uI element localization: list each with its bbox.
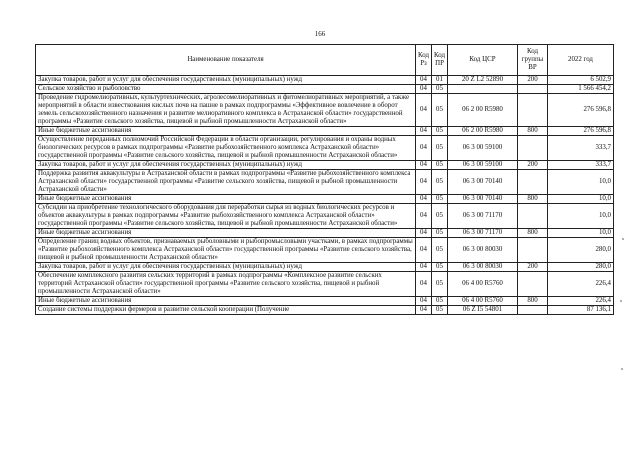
cell-amount: 226,4 xyxy=(548,297,614,306)
cell-kod-rz: 04 xyxy=(416,204,432,229)
cell-kod-csr: 06 3 00 59100 xyxy=(448,136,518,161)
cell-kod-rz: 04 xyxy=(416,136,432,161)
cell-name: Определение границ водных объектов, признаваемых рыболовными и рыбопромысловыми участками, в рамках подпрограммы «Развитие рыбохозяйственного комплекса Астраханской области» государственной программы «Развитие сельского хозяйства, пищевой и рыбной промышленности Астраханской области» xyxy=(36,238,416,263)
cell-kod-vr xyxy=(518,306,548,315)
table-body xyxy=(36,76,614,315)
cell-amount: 333,7 xyxy=(548,136,614,161)
cell-kod-rz: 04 xyxy=(416,263,432,272)
cell-kod-rz: 04 xyxy=(416,297,432,306)
cell-kod-csr: 06 3 00 71170 xyxy=(448,229,518,238)
cell-kod-vr xyxy=(518,238,548,263)
cell-amount: 226,4 xyxy=(548,272,614,297)
table-row xyxy=(36,85,614,94)
cell-kod-rz: 04 xyxy=(416,306,432,315)
cell-kod-vr: 800 xyxy=(518,195,548,204)
cell-kod-pr: 05 xyxy=(432,229,448,238)
cell-kod-csr: 06 Z I5 54801 xyxy=(448,306,518,315)
cell-kod-rz: 04 xyxy=(416,170,432,195)
cell-kod-pr: 05 xyxy=(432,238,448,263)
scan-speck xyxy=(621,368,623,370)
cell-kod-csr: 06 3 00 71170 xyxy=(448,204,518,229)
cell-kod-csr: 06 3 00 80030 xyxy=(448,238,518,263)
table-row xyxy=(36,306,614,315)
cell-kod-rz: 04 xyxy=(416,127,432,136)
cell-kod-csr: 06 3 00 70140 xyxy=(448,170,518,195)
cell-amount: 10,0 xyxy=(548,195,614,204)
cell-kod-vr xyxy=(518,85,548,94)
cell-kod-csr: 06 3 00 59100 xyxy=(448,161,518,170)
cell-name: Проведение гидромелиоративных, культуртехнических, агролесомелиоративных и фитомелиоративных мероприятий, а также мероприятий в области известкования кислых почв на пашне в рамках подпрограммы «Эффективное вовлечение в оборот земель сельскохозяйственного назначения и развитие мелиоративного комплекса в Астраханской области» государственной программы «Развитие сельского хозяйства, пищевой и рыбной промышленности Астраханской области» xyxy=(36,94,416,127)
cell-amount: 276 596,8 xyxy=(548,94,614,127)
scan-speck xyxy=(620,300,622,302)
header-year: 2022 год xyxy=(548,45,614,76)
cell-kod-vr xyxy=(518,272,548,297)
cell-kod-vr: 800 xyxy=(518,297,548,306)
cell-kod-pr: 05 xyxy=(432,94,448,127)
cell-kod-rz: 04 xyxy=(416,94,432,127)
cell-amount: 1 566 454,2 xyxy=(548,85,614,94)
cell-kod-csr: 20 Z L2 52890 xyxy=(448,76,518,85)
table-row xyxy=(36,238,614,263)
cell-kod-vr: 200 xyxy=(518,161,548,170)
cell-name: Создание системы поддержки фермеров и развитие сельской кооперации (Получение xyxy=(36,306,416,315)
page-number: 166 xyxy=(314,30,326,38)
table-row xyxy=(36,272,614,297)
table-row xyxy=(36,229,614,238)
cell-name: Закупка товаров, работ и услуг для обеспечения государственных (муниципальных) нужд xyxy=(36,76,416,85)
cell-kod-csr: 06 4 00 R5760 xyxy=(448,272,518,297)
cell-kod-vr xyxy=(518,94,548,127)
budget-table xyxy=(35,44,614,315)
cell-kod-pr: 05 xyxy=(432,204,448,229)
cell-kod-pr: 05 xyxy=(432,195,448,204)
cell-kod-pr: 05 xyxy=(432,161,448,170)
cell-kod-pr: 01 xyxy=(432,76,448,85)
cell-kod-rz: 04 xyxy=(416,238,432,263)
cell-amount: 276 596,8 xyxy=(548,127,614,136)
cell-name: Субсидии на приобретение технологического оборудования для переработки сырья из водных биологических ресурсов и объектов аквакультуры в рамках подпрограммы «Развитие рыбохозяйственного комплекса Астраханской области» государственной программы «Развитие сельского хозяйства, пищевой и рыбной промышленности Астраханской области» xyxy=(36,204,416,229)
cell-kod-pr: 05 xyxy=(432,136,448,161)
cell-kod-pr: 05 xyxy=(432,170,448,195)
table-row xyxy=(36,263,614,272)
cell-amount: 10,0 xyxy=(548,170,614,195)
cell-amount: 10,0 xyxy=(548,204,614,229)
cell-name: Обеспечение комплексного развития сельских территорий в рамках подпрограммы «Комплексное развитие сельских территорий Астраханской области» государственной программы «Развитие сельского хозяйства, пищевой и рыбной промышленности Астраханской области» xyxy=(36,272,416,297)
cell-name: Сельское хозяйство и рыболовство xyxy=(36,85,416,94)
cell-kod-vr: 800 xyxy=(518,229,548,238)
table-header-row xyxy=(36,45,614,76)
table-row xyxy=(36,161,614,170)
cell-kod-vr: 200 xyxy=(518,263,548,272)
cell-amount: 333,7 xyxy=(548,161,614,170)
cell-amount: 280,0 xyxy=(548,263,614,272)
table-row xyxy=(36,297,614,306)
cell-name: Осуществление переданных полномочий Российской Федерации в области организации, регулирования и охраны водных биологических ресурсов в рамках подпрограммы «Развитие рыбохозяйственного комплекса Астраханской области» государственной программы «Развитие сельского хозяйства, пищевой и рыбной промышленности Астраханской области» xyxy=(36,136,416,161)
scan-speck xyxy=(622,238,624,240)
cell-name: Поддержка развития аквакультуры в Астраханской области в рамках подпрограммы «Развитие рыбохозяйственного комплекса Астраханской области» государственной программы «Развитие сельского хозяйства, пищевой и рыбной промышленности Астраханской области» xyxy=(36,170,416,195)
cell-kod-rz: 04 xyxy=(416,229,432,238)
cell-name: Иные бюджетные ассигнования xyxy=(36,297,416,306)
cell-amount: 10,0 xyxy=(548,229,614,238)
table-row xyxy=(36,136,614,161)
header-kod-pr: Код ПР xyxy=(432,45,448,76)
cell-kod-pr: 05 xyxy=(432,127,448,136)
cell-amount: 280,0 xyxy=(548,238,614,263)
cell-kod-pr: 05 xyxy=(432,272,448,297)
cell-kod-rz: 04 xyxy=(416,272,432,297)
cell-amount: 87 136,1 xyxy=(548,306,614,315)
cell-kod-csr: 06 2 00 R5980 xyxy=(448,94,518,127)
cell-kod-csr: 06 2 00 R5980 xyxy=(448,127,518,136)
cell-kod-vr xyxy=(518,136,548,161)
header-kod-csr: Код ЦСР xyxy=(448,45,518,76)
cell-name: Иные бюджетные ассигнования xyxy=(36,229,416,238)
header-name: Наименование показателя xyxy=(36,45,416,76)
cell-kod-csr: 06 3 00 80030 xyxy=(448,263,518,272)
header-kod-rz: Код Рз xyxy=(416,45,432,76)
cell-kod-rz: 04 xyxy=(416,85,432,94)
cell-kod-rz: 04 xyxy=(416,195,432,204)
cell-kod-vr: 200 xyxy=(518,76,548,85)
table-row xyxy=(36,76,614,85)
cell-name: Закупка товаров, работ и услуг для обеспечения государственных (муниципальных) нужд xyxy=(36,263,416,272)
table-row xyxy=(36,127,614,136)
table-row xyxy=(36,195,614,204)
cell-kod-vr: 800 xyxy=(518,127,548,136)
header-kod-vr: Код группы ВР xyxy=(518,45,548,76)
cell-kod-pr: 05 xyxy=(432,263,448,272)
cell-kod-rz: 04 xyxy=(416,76,432,85)
cell-kod-csr: 06 3 00 70140 xyxy=(448,195,518,204)
cell-kod-vr xyxy=(518,170,548,195)
cell-kod-pr: 05 xyxy=(432,306,448,315)
cell-name: Закупка товаров, работ и услуг для обеспечения государственных (муниципальных) нужд xyxy=(36,161,416,170)
cell-amount: 6 502,9 xyxy=(548,76,614,85)
cell-kod-vr xyxy=(518,204,548,229)
cell-kod-csr: 06 4 00 R5760 xyxy=(448,297,518,306)
cell-name: Иные бюджетные ассигнования xyxy=(36,127,416,136)
cell-kod-pr: 05 xyxy=(432,85,448,94)
table-row xyxy=(36,170,614,195)
cell-name: Иные бюджетные ассигнования xyxy=(36,195,416,204)
cell-kod-rz: 04 xyxy=(416,161,432,170)
cell-kod-csr xyxy=(448,85,518,94)
table-row xyxy=(36,94,614,127)
table-row xyxy=(36,204,614,229)
cell-kod-pr: 05 xyxy=(432,297,448,306)
